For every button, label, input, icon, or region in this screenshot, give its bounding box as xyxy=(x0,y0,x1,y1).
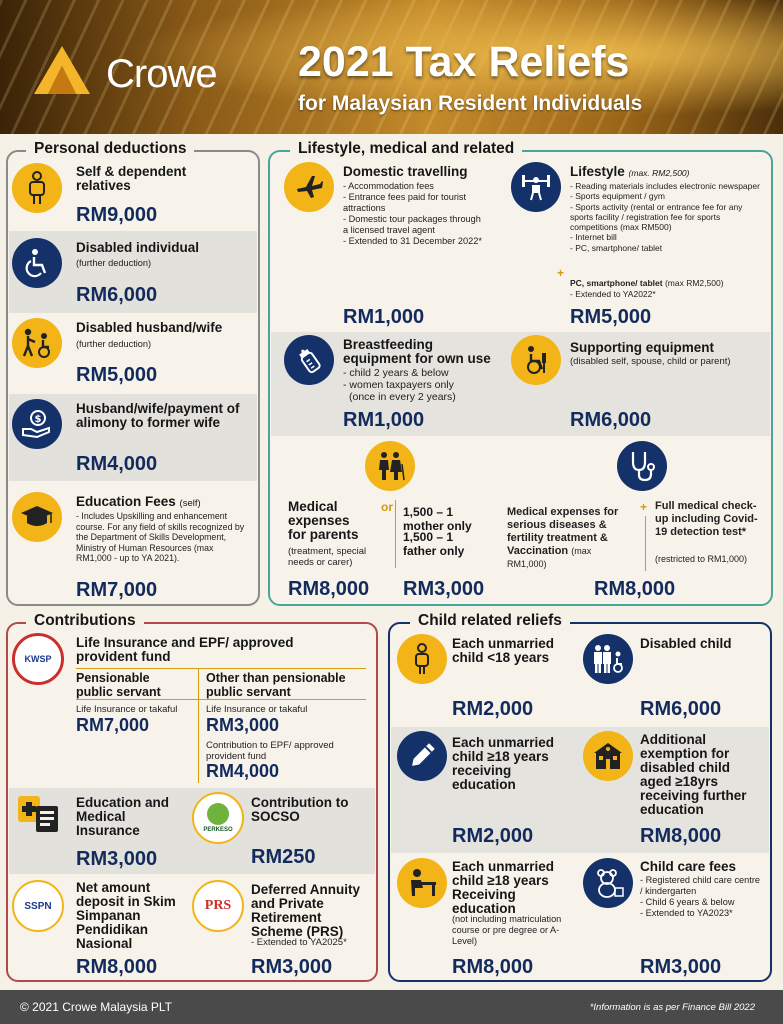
div: PERKESO xyxy=(203,827,233,833)
baby-bottle-icon xyxy=(284,335,334,385)
item-title: Deferred Annuity and Private Retirement Scheme (PRS) xyxy=(251,882,361,939)
student-desk-icon xyxy=(397,858,447,908)
relief-amount: RM4,000 xyxy=(76,453,158,475)
col-heading: Other than pensionable public servant xyxy=(206,671,346,699)
graduation-cap-icon xyxy=(12,492,62,542)
caregiver-icon xyxy=(12,318,62,368)
divider xyxy=(76,668,366,669)
item-title: Education and Medical Insurance xyxy=(76,795,170,838)
div: (once in every 2 years) xyxy=(349,391,456,403)
item-note: (disabled self, spouse, child or parent) xyxy=(570,356,731,367)
relief-amount: RM6,000 xyxy=(640,698,722,720)
child-icon xyxy=(397,634,447,684)
b: PC, smartphone/ tablet xyxy=(570,278,663,288)
relief-amount: RM3,000 xyxy=(251,956,333,978)
item-title xyxy=(76,495,251,511)
span: Medical expenses for serious diseases & fertility treatment & Vaccination xyxy=(507,506,619,557)
relief-amount: RM5,000 xyxy=(76,364,158,386)
item-note: (restricted to RM1,000) xyxy=(655,554,748,564)
div: - Entrance fees paid for tourist attractions xyxy=(343,192,467,213)
footnote: *Information is as per Finance Bill 2022 xyxy=(589,1002,755,1013)
or-label: or xyxy=(381,500,393,514)
alt-father: 1,500 – 1 father only xyxy=(403,530,465,558)
div: - Sports activity (rental or entrance fee for any sports facility / registration fee for sports competitions (max RM500) xyxy=(570,201,743,233)
div: SSPN xyxy=(24,900,52,912)
item-note: - Includes Upskilling and enhancement course. For any field of skills recognized by the Department of Skills Development, Ministry of Human Resources (max RM1,000 - up to YA 2021). xyxy=(76,511,245,564)
div: - Sports equipment / gym xyxy=(570,191,665,202)
item-note: - Extended to YA2025* xyxy=(251,937,347,948)
relief-amount: RM6,000 xyxy=(76,284,158,306)
pc-title xyxy=(570,278,724,289)
child-reliefs-title: Child related reliefs xyxy=(410,612,570,630)
footer xyxy=(0,990,783,1024)
relief-amount: RM2,000 xyxy=(452,698,534,720)
alt-mother: 1,500 – 1 mother only xyxy=(403,505,472,533)
page-subtitle: for Malaysian Resident Individuals xyxy=(298,92,643,115)
relief-amount: RM5,000 xyxy=(570,306,652,328)
item-title: Each unmarried child ≥18 years receiving education xyxy=(452,735,555,792)
relief-amount: RM9,000 xyxy=(76,204,158,226)
contributions-title: Contributions xyxy=(26,612,144,630)
item-note: Contribution to EPF/ approved provident fund xyxy=(206,740,334,762)
relief-amount: RM8,000 xyxy=(640,825,722,847)
div xyxy=(207,803,229,825)
medical-insurance-icon xyxy=(14,792,64,836)
div: - Reading materials includes electronic newspaper xyxy=(570,181,760,191)
item-title: Disabled husband/wife xyxy=(76,320,223,335)
item-note xyxy=(343,367,456,403)
span: (max RM1,000) xyxy=(507,546,592,569)
item-title: Life Insurance and EPF/ approved provident fund xyxy=(76,635,294,664)
div: PRS xyxy=(204,898,232,913)
relief-amount: RM8,000 xyxy=(452,956,534,978)
pencil-icon xyxy=(397,731,447,781)
airplane-icon xyxy=(284,162,334,212)
prs-logo-icon xyxy=(192,880,244,932)
relief-amount: RM7,000 xyxy=(76,715,150,735)
elderly-parents-icon xyxy=(365,441,415,491)
item-title: Domestic travelling xyxy=(343,164,468,179)
relief-amount: RM7,000 xyxy=(76,579,158,601)
item-note xyxy=(343,181,483,247)
relief-amount: RM8,000 xyxy=(76,956,158,978)
sspn-logo-icon xyxy=(12,880,64,932)
crowe-logo-icon xyxy=(32,44,92,96)
div: - Registered child care centre / kindergarten xyxy=(640,875,761,896)
item-title: Breastfeeding equipment for own use xyxy=(343,337,491,366)
div: - Extended to 31 December 2022* xyxy=(343,236,482,246)
item-note xyxy=(570,181,760,253)
item-title: Disabled individual xyxy=(76,240,200,255)
item-note xyxy=(640,875,765,919)
relief-amount: RM8,000 xyxy=(288,578,370,600)
disabled-child-icon xyxy=(583,634,633,684)
item-title xyxy=(570,165,689,180)
span: (max. RM2,500) xyxy=(628,168,690,178)
div xyxy=(203,803,232,833)
personal-deductions-title: Personal deductions xyxy=(26,140,194,158)
div: - women taxpayers only xyxy=(343,379,454,391)
relief-amount: RM2,000 xyxy=(452,825,534,847)
brand-name: Crowe xyxy=(106,52,217,96)
school-icon xyxy=(583,731,633,781)
div: - Accommodation fees xyxy=(343,181,434,191)
div: - child 2 years & below xyxy=(343,367,449,379)
header-banner xyxy=(0,0,783,134)
relief-amount: RM3,000 xyxy=(206,715,280,735)
item-note: (not including matriculation course or pre degree or A-Level) xyxy=(452,914,562,946)
div: - Internet bill xyxy=(570,232,617,243)
span: (self) xyxy=(179,498,201,509)
item-note: (further deduction) xyxy=(76,258,152,268)
relief-amount: RM3,000 xyxy=(403,578,485,600)
item-title: Medical expenses for parents xyxy=(288,499,359,542)
divider xyxy=(395,500,396,568)
relief-amount: RM1,000 xyxy=(343,306,425,328)
item-note: Life Insurance or takaful xyxy=(206,704,308,715)
item-title: Each unmarried child <18 years xyxy=(452,636,555,665)
div: - Extended to YA2023* xyxy=(640,908,733,918)
item-title: Additional exemption for disabled child aged ≥18yrs receiving further education xyxy=(640,732,747,817)
span: Education Fees xyxy=(76,494,176,509)
wheelchair-icon xyxy=(12,238,62,288)
gym-icon xyxy=(511,162,561,212)
relief-amount: RM3,000 xyxy=(76,848,158,870)
item-title: Full medical check-up including Covid-19 detection test* xyxy=(655,500,758,538)
item-note: Life Insurance or takaful xyxy=(76,704,178,715)
perkeso-logo-icon xyxy=(192,792,244,844)
relief-amount: RM250 xyxy=(251,846,316,868)
item-note: (treatment, special needs or carer) xyxy=(288,546,367,568)
relief-amount: RM1,000 xyxy=(343,409,425,431)
plus-sign: + xyxy=(557,266,565,280)
relief-amount: RM6,000 xyxy=(570,409,652,431)
svg-text:$: $ xyxy=(34,414,42,425)
item-title: Disabled child xyxy=(640,636,732,651)
hand-money-icon xyxy=(12,399,62,449)
span: Lifestyle xyxy=(570,164,625,179)
div: - Domestic tour packages through a licensed travel agent xyxy=(343,214,481,235)
col-heading: Pensionable public servant xyxy=(76,671,161,699)
item-title: Supporting equipment xyxy=(570,340,714,355)
pc-note: - Extended to YA2022* xyxy=(570,289,656,299)
support-equipment-icon xyxy=(511,335,561,385)
stethoscope-icon xyxy=(617,441,667,491)
item-title: Each unmarried child ≥18 years Receiving education xyxy=(452,859,555,916)
item-title: Husband/wife/payment of alimony to former wife xyxy=(76,401,240,430)
item-title xyxy=(507,506,632,571)
div: KWSP xyxy=(24,654,52,664)
kwsp-logo-icon xyxy=(12,633,64,685)
plus-sign: + xyxy=(640,500,648,514)
div: - PC, smartphone/ tablet xyxy=(570,242,663,253)
item-title: Contribution to SOCSO xyxy=(251,795,349,824)
teddy-bear-icon xyxy=(583,858,633,908)
lifestyle-title: Lifestyle, medical and related xyxy=(290,140,522,158)
item-title: Child care fees xyxy=(640,859,737,874)
divider xyxy=(198,668,199,783)
relief-amount: RM8,000 xyxy=(594,578,676,600)
relief-amount: RM4,000 xyxy=(206,761,280,781)
span: (max RM2,500) xyxy=(664,278,724,288)
item-title: Net amount deposit in Skim Simpanan Pendidikan Nasional xyxy=(76,880,176,951)
item-title: Self & dependent relatives xyxy=(76,164,187,193)
divider xyxy=(76,699,366,700)
copyright: © 2021 Crowe Malaysia PLT xyxy=(20,1000,173,1014)
person-icon xyxy=(12,163,62,213)
div: - Child 6 years & below xyxy=(640,897,735,907)
relief-amount: RM3,000 xyxy=(640,956,722,978)
divider xyxy=(645,516,646,571)
item-note: (further deduction) xyxy=(76,339,152,349)
page-title: 2021 Tax Reliefs xyxy=(298,38,630,86)
